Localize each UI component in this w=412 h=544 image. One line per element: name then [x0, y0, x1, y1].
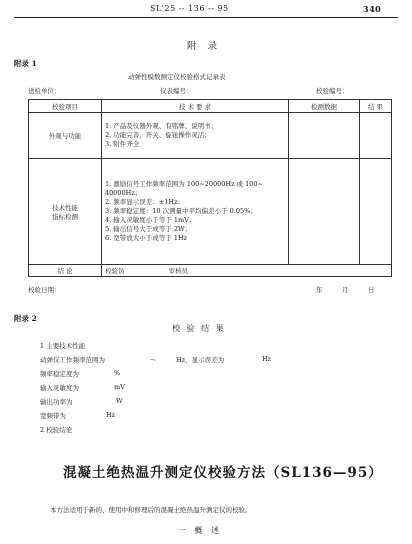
- table-footer-row: [29, 265, 392, 277]
- requirement-line: 4. 输入灵敏度小于等于 1mV；: [105, 216, 196, 224]
- data-cell: [289, 159, 360, 265]
- table-row: [29, 113, 392, 159]
- date-year-label: 年: [316, 286, 323, 294]
- intro-text: 本方法适用于新的、使用中和修理后的混凝土绝热温升测定仪的校验。: [50, 506, 252, 514]
- section1-heading: 1 主要技术性能: [40, 342, 86, 350]
- main-title: 混凝土绝热温升测定仪校验方法（SL136—95）: [63, 465, 383, 481]
- row-name-line: 指标检测: [52, 212, 78, 221]
- freq-range-separator: ～: [150, 356, 157, 364]
- requirement-line: 5. 输出信号大于或等于 2W；: [105, 225, 192, 233]
- form-title: 动弹性模数测定仪校验格式记录表: [128, 73, 226, 81]
- row-requirements-performance: [102, 159, 289, 265]
- table-row: [29, 159, 392, 265]
- calibration-record-table: [28, 99, 392, 277]
- col-header-data: 检测数据: [289, 100, 360, 113]
- appendix1-label: 附录 1: [14, 59, 37, 68]
- row-name-appearance: 外观与功能: [29, 113, 102, 159]
- row-name-performance: [29, 159, 102, 265]
- reviewer-label: 校验员: [105, 267, 125, 275]
- bandwidth-label: 宽频带为: [40, 412, 66, 420]
- requirement-line: 3. 附件齐全: [105, 140, 140, 148]
- error-unit: Hz: [262, 355, 272, 363]
- row-name-line: 技术性能: [52, 203, 78, 212]
- header-rule: [14, 17, 398, 18]
- requirement-line: 3. 频率稳定度：10 次测量中平均偏差小于 0.05%；: [105, 207, 257, 215]
- stability-unit: %: [114, 369, 121, 377]
- requirement-line: 40000Hz；: [105, 189, 142, 197]
- freq-unit-error-label: Hz，显示误差为: [176, 356, 225, 364]
- result-cell: [360, 113, 392, 159]
- section2-heading: 2 校验结论: [40, 426, 73, 434]
- output-power-unit: W: [116, 397, 123, 405]
- signature-cell: [102, 265, 392, 277]
- requirement-line: 1. 激励信号工作频率范围为 100~20000Hz 或 100~: [105, 180, 263, 188]
- requirement-line: 1. 产品及仪器外观、有铭牌、说明书；: [105, 122, 218, 130]
- appendix2-label: 附录 2: [14, 314, 37, 323]
- sensitivity-label: 输入灵敏度为: [40, 384, 79, 392]
- col-header-item: 校验项目: [29, 100, 102, 113]
- freq-range-label: 动弹仪工作频率范围为: [40, 356, 105, 364]
- conclusion-label: 结 论: [29, 265, 102, 277]
- requirement-line: 6. 宽带放大小于或等于 1Hz: [105, 234, 188, 242]
- col-header-requirement: 技 术 要 求: [102, 100, 289, 113]
- sensitivity-unit: mV: [114, 383, 125, 391]
- requirement-line: 2. 频率显示误差：±1Hz；: [105, 198, 184, 206]
- result-cell: [360, 159, 392, 265]
- output-power-label: 输出功率为: [40, 398, 73, 406]
- date-month-label: 月: [342, 286, 349, 294]
- page-number: 340: [363, 4, 382, 14]
- bandwidth-unit: Hz: [106, 411, 116, 419]
- requirement-line: 2. 功能完善，开关、旋钮操作灵活；: [105, 131, 211, 139]
- date-day-label: 日: [368, 286, 375, 294]
- data-cell: [289, 113, 360, 159]
- table-header-row: [29, 100, 392, 113]
- calibration-number-label: 校验编号：: [316, 87, 349, 95]
- results-title: 校 验 结 果: [172, 324, 226, 333]
- document-code: SL'25 -- 136 -- 95: [150, 4, 229, 13]
- appendix-heading: 附 录: [187, 41, 222, 52]
- instrument-id-label: 仪表编号：: [160, 87, 193, 95]
- col-header-result: 结 果: [360, 100, 392, 113]
- sender-unit-label: 送检单位：: [28, 87, 61, 95]
- section-heading: 一 概 述: [178, 526, 223, 535]
- date-label: 校验日期：: [28, 286, 61, 294]
- row-requirements-appearance: [102, 113, 289, 159]
- stability-label: 频率稳定度为: [40, 370, 79, 378]
- checker-label: 审核员: [168, 267, 189, 275]
